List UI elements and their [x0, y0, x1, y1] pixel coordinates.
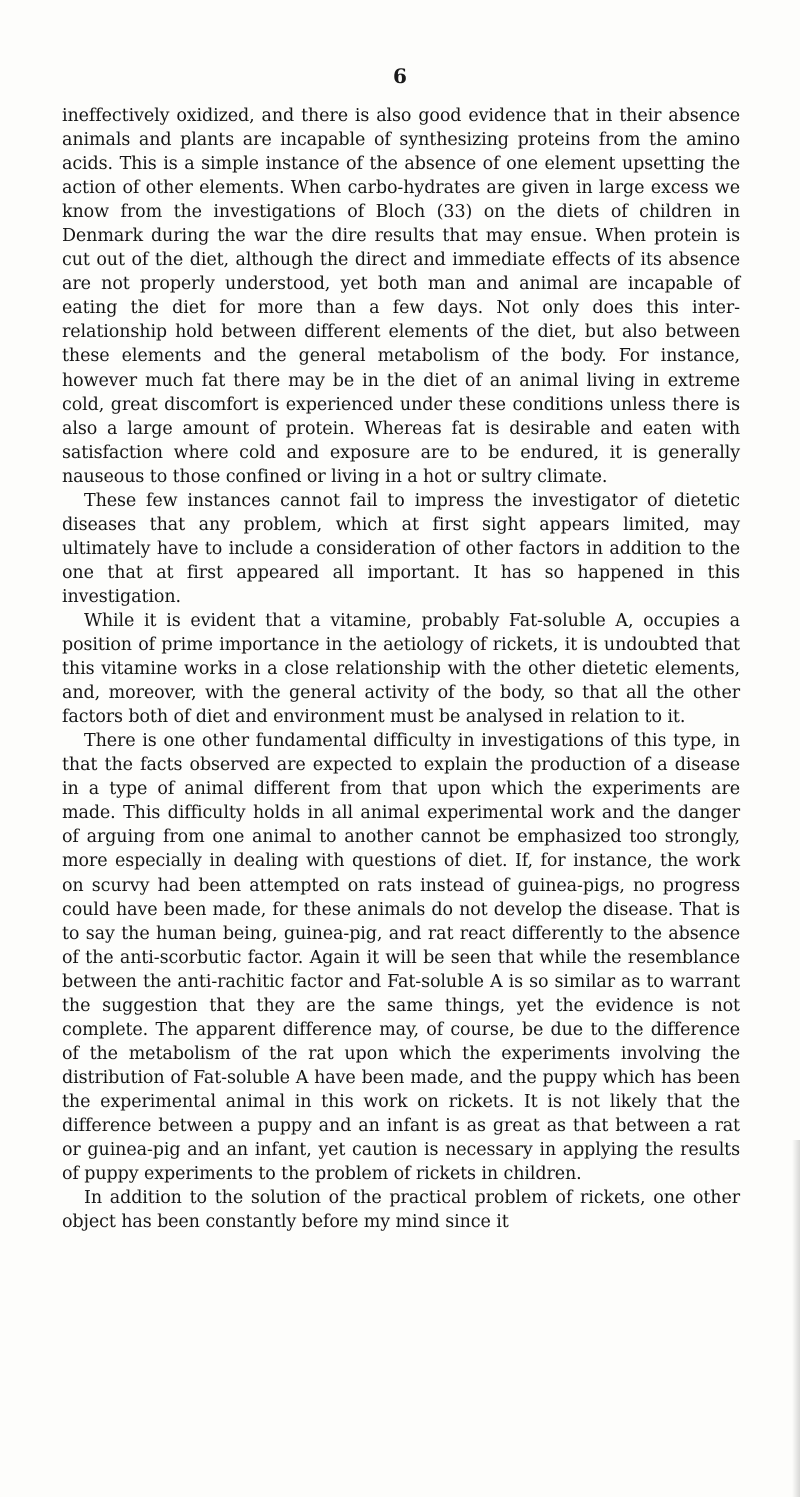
paragraph-vitamine-relationship: While it is evident that a vitamine, probably Fat-soluble A, occupies a position of prime importance in the aetiology of rickets, it is undoubted that this vitamine works in a close relationship with the other dietetic elements, and, moreover, with the general activity of the body, so that all the other factors both of diet and environment must be analysed in relation to it.: [62, 610, 740, 728]
page-edge-shadow: [792, 1140, 800, 1497]
paragraph-other-object: In addition to the solution of the practical problem of rickets, one other object has been constantly before my mind since it: [62, 1188, 740, 1233]
paragraph-continuation: ineffectively oxidized, and there is also good evidence that in their absence animals and plants are incapable of synthesizing proteins from the amino acids. This is a simple instance of the absence of one element upsetting the action of other elements. When carbo-hydrates are given in large excess we know from the investigations of Bloch (33) on the diets of children in Denmark during the war the dire results that may ensue. When protein is cut out of the diet, although the direct and immediate effects of its absence are not properly understood, yet both man and animal are incapable of eating the diet for more than a few days. Not only does this inter-relationship hold between different elements of the diet, but also between these elements and the general metabolism of the body. For instance, however much fat there may be in the diet of an animal living in extreme cold, great discomfort is experienced under these conditions unless there is also a large amount of protein. Whereas fat is desirable and eaten with satisfaction where cold and exposure are to be endured, it is generally nauseous to those confined or living in a hot or sultry climate.: [62, 106, 740, 487]
body-text: [62, 104, 740, 1234]
page-number: 6: [393, 64, 407, 88]
paragraph-dietetic-instances: These few instances cannot fail to impress the investigator of dietetic diseases that any problem, which at first sight appears limited, may ultimately have to include a consideration of other factors in addition to the one that at first appeared all important. It has so happened in this investigation.: [62, 490, 740, 607]
paragraph-animal-difficulty: There is one other fundamental difficulty in investigations of this type, in that the facts observed are expected to explain the production of a disease in a type of animal different from that upon which the experiments are made. This difficulty holds in all animal experimental work and the danger of arguing from one animal to another cannot be emphasized too strongly, more especially in dealing with questions of diet. If, for instance, the work on scurvy had been attempted on rats instead of guinea-pigs, no progress could have been made, for these animals do not develop the disease. That is to say the human being, guinea-pig, and rat react differently to the absence of the anti-scorbutic factor. Again it will be seen that while the resemblance between the anti-rachitic factor and Fat-soluble A is so similar as to warrant the suggestion that they are the same things, yet the evidence is not complete. The apparent difference may, of course, be due to the difference of the metabolism of the rat upon which the experiments involving the distribution of Fat-soluble A have been made, and the puppy which has been the experimental animal in this work on rickets. It is not likely that the difference between a puppy and an infant is as great as that between a rat or guinea-pig and an infant, yet caution is necessary in applying the results of puppy experiments to the problem of rickets in children.: [62, 731, 740, 1185]
